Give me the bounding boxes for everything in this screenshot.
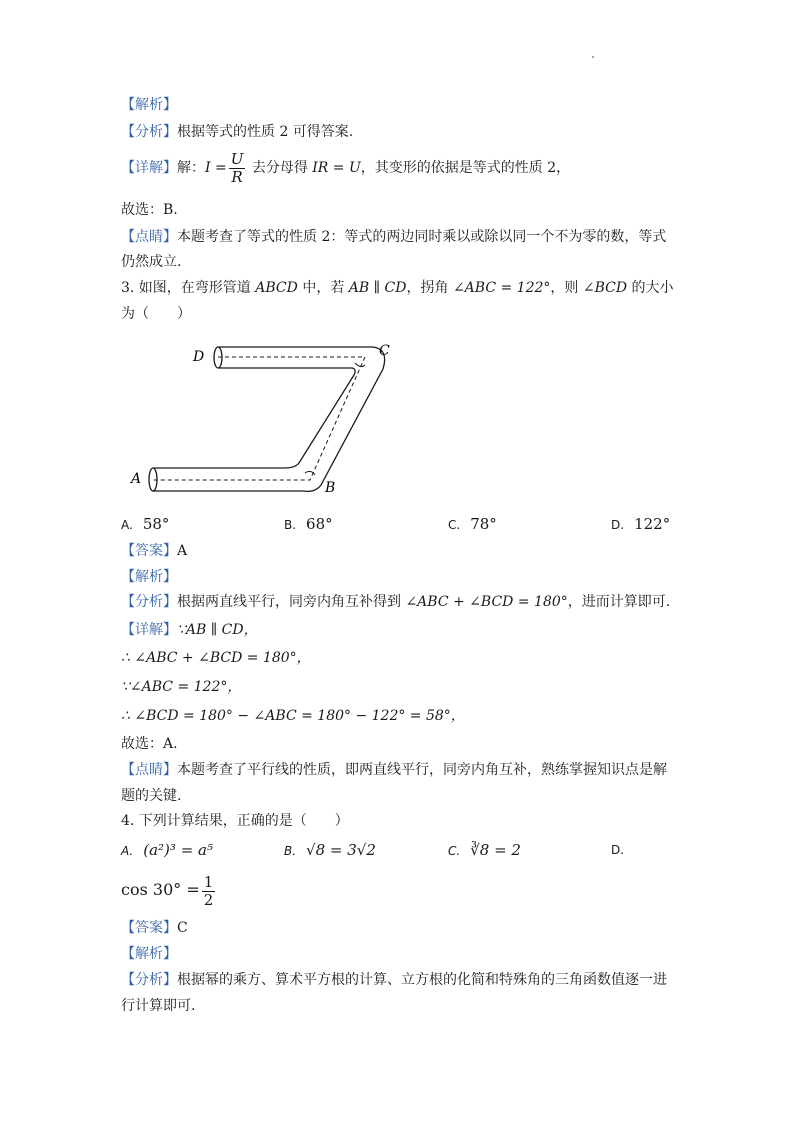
q4-cos-fraction: [202, 874, 216, 909]
q3-choose: 故选：A.: [121, 736, 178, 752]
label-a: A: [131, 471, 142, 487]
q3-stem-line1: [121, 278, 674, 298]
q3-answer: [121, 541, 187, 561]
q4-option-a-value: (a²)³ = a⁵: [143, 841, 213, 859]
q3-angle-bcd: ∠BCD: [582, 280, 628, 296]
q4-jiexi-tag: 【解析】: [121, 946, 177, 962]
pipe-inner-edge: [153, 368, 355, 468]
q3-option-b[interactable]: [284, 514, 333, 535]
q2-tail-text: ，其变形的依据是等式的性质 2，: [360, 160, 571, 176]
q3-answer-value: A: [177, 543, 188, 559]
q2-comment-line2: 仍然成立.: [121, 254, 182, 270]
q2-eq-lhs: I =: [205, 160, 227, 176]
q3-text-d: ，则: [550, 280, 583, 296]
q4-option-a[interactable]: [121, 840, 213, 861]
q2-detail: [121, 150, 570, 186]
q4-analysis: [121, 970, 667, 990]
q3-option-a-value: 58°: [142, 515, 170, 533]
q4-option-c-value: ∛8 = 2: [470, 841, 521, 859]
q3-text-a: 3. 如图，在弯形管道: [121, 280, 256, 296]
q4-fenxi-tag: 【分析】: [121, 972, 177, 988]
q3-text-c: ，拐角: [406, 280, 453, 296]
q4-option-d-value: [121, 870, 217, 911]
q3-option-a-letter: A.: [121, 518, 133, 532]
q3-option-d-letter: D.: [611, 518, 625, 532]
q4-stem: 4. 下列计算结果，正确的是（ ）: [121, 813, 349, 829]
q3-option-c[interactable]: [448, 514, 497, 535]
q4-option-c[interactable]: [448, 840, 521, 861]
q2-eq2: IR = U: [312, 160, 361, 176]
q3-analysis-b: ，进而计算即可.: [567, 594, 671, 610]
q4-analysis-line1: 根据幂的乘方、算术平方根的计算、立方根的化简和特殊角的三角函数值逐一进: [177, 972, 667, 988]
q2-choose: 故选：B.: [121, 202, 178, 218]
q4-option-d[interactable]: [611, 840, 634, 860]
q4-answer: [121, 918, 188, 938]
pipe-figure: [125, 335, 405, 500]
q4-daan-tag: 【答案】: [121, 920, 177, 936]
q3-step3: ∵∠ABC = 122°，: [121, 679, 242, 695]
q3-parallel: AB ∥ CD: [348, 280, 407, 296]
label-d: D: [193, 349, 205, 365]
q3-comment-line2: 题的关键.: [121, 788, 182, 804]
q3-comment: [121, 760, 667, 780]
q2-mid-text: 去分母得: [247, 160, 313, 176]
q3-analysis: [121, 592, 670, 612]
q3-stem-line2: 为（ ）: [121, 306, 191, 322]
jiexi-tag: 【解析】: [121, 97, 177, 113]
label-c: C: [379, 343, 390, 359]
q3-detail: [121, 620, 258, 640]
q4-option-d-letter: D.: [611, 843, 625, 857]
q2-fraction: [229, 151, 246, 186]
q2-comment: [121, 227, 666, 247]
label-b: B: [325, 480, 336, 496]
q2-comment-line1: 本题考查了等式的性质 2：等式的两边同时乘以或除以同一个不为零的数，等式: [177, 229, 667, 245]
q4-cos-num: 1: [203, 872, 214, 891]
q3-xiangjie-tag: 【详解】: [121, 622, 177, 638]
dianjing-tag: 【点睛】: [121, 229, 177, 245]
q4-cos-den: 2: [203, 890, 214, 909]
q3-text-b: 中，若: [297, 280, 349, 296]
q3-comment-line1: 本题考查了平行线的性质，即两直线平行，同旁内角互补，熟练掌握知识点是解: [177, 762, 667, 778]
angle-b-arc: [305, 471, 315, 475]
q4-option-c-letter: C.: [448, 844, 461, 858]
q3-option-c-letter: C.: [448, 518, 461, 532]
q3-step2: ∴ ∠ABC + ∠BCD = 180°，: [121, 650, 311, 666]
q3-option-b-value: 68°: [306, 515, 333, 533]
q2-analysis: [121, 122, 353, 142]
q3-text-e: 的大小: [627, 280, 674, 296]
q3-angle-abc: ∠ABC = 122°: [452, 280, 551, 296]
q3-analysis-eq: ∠ABC + ∠BCD = 180°: [405, 594, 568, 610]
q3-option-b-letter: B.: [284, 518, 297, 532]
q4-option-a-letter: A.: [121, 844, 134, 858]
q3-step4: ∴ ∠BCD = 180° − ∠ABC = 180° − 122° = 58°，: [121, 708, 465, 724]
q4-analysis-line2: 行计算即可.: [121, 998, 196, 1014]
q3-fenxi-tag: 【分析】: [121, 594, 177, 610]
q2-frac-den: R: [231, 167, 243, 186]
q3-analysis-a: 根据两直线平行，同旁内角互补得到: [177, 594, 406, 610]
q4-cos-lhs: cos 30° =: [121, 880, 200, 899]
q2-detail-prefix: 解：: [177, 160, 205, 176]
q3-option-a[interactable]: [121, 514, 169, 535]
q3-option-d-value: 122°: [634, 515, 671, 533]
page-mark: [592, 56, 594, 58]
pipe-outer-edge: [153, 347, 385, 491]
q3-dianjing-tag: 【点睛】: [121, 762, 177, 778]
q4-answer-value: C: [177, 920, 188, 936]
q3-option-c-value: 78°: [470, 515, 497, 533]
fenxi-tag: 【分析】: [121, 124, 177, 140]
q2-analysis-text: 根据等式的性质 2 可得答案.: [177, 124, 354, 140]
xiangjie-tag: 【详解】: [121, 160, 177, 176]
angle-c-arc: [355, 363, 365, 367]
q4-option-b[interactable]: [284, 840, 376, 861]
q3-abcd: ABCD: [255, 280, 298, 296]
q3-option-d[interactable]: [611, 514, 670, 535]
q2-frac-num: U: [230, 149, 244, 168]
q3-jiexi-tag: 【解析】: [121, 569, 177, 585]
daan-tag: 【答案】: [121, 543, 177, 559]
q4-option-b-letter: B.: [284, 844, 297, 858]
q3-step1: ∵AB ∥ CD，: [177, 622, 258, 638]
q4-option-b-value: √8 = 3√2: [306, 841, 376, 859]
